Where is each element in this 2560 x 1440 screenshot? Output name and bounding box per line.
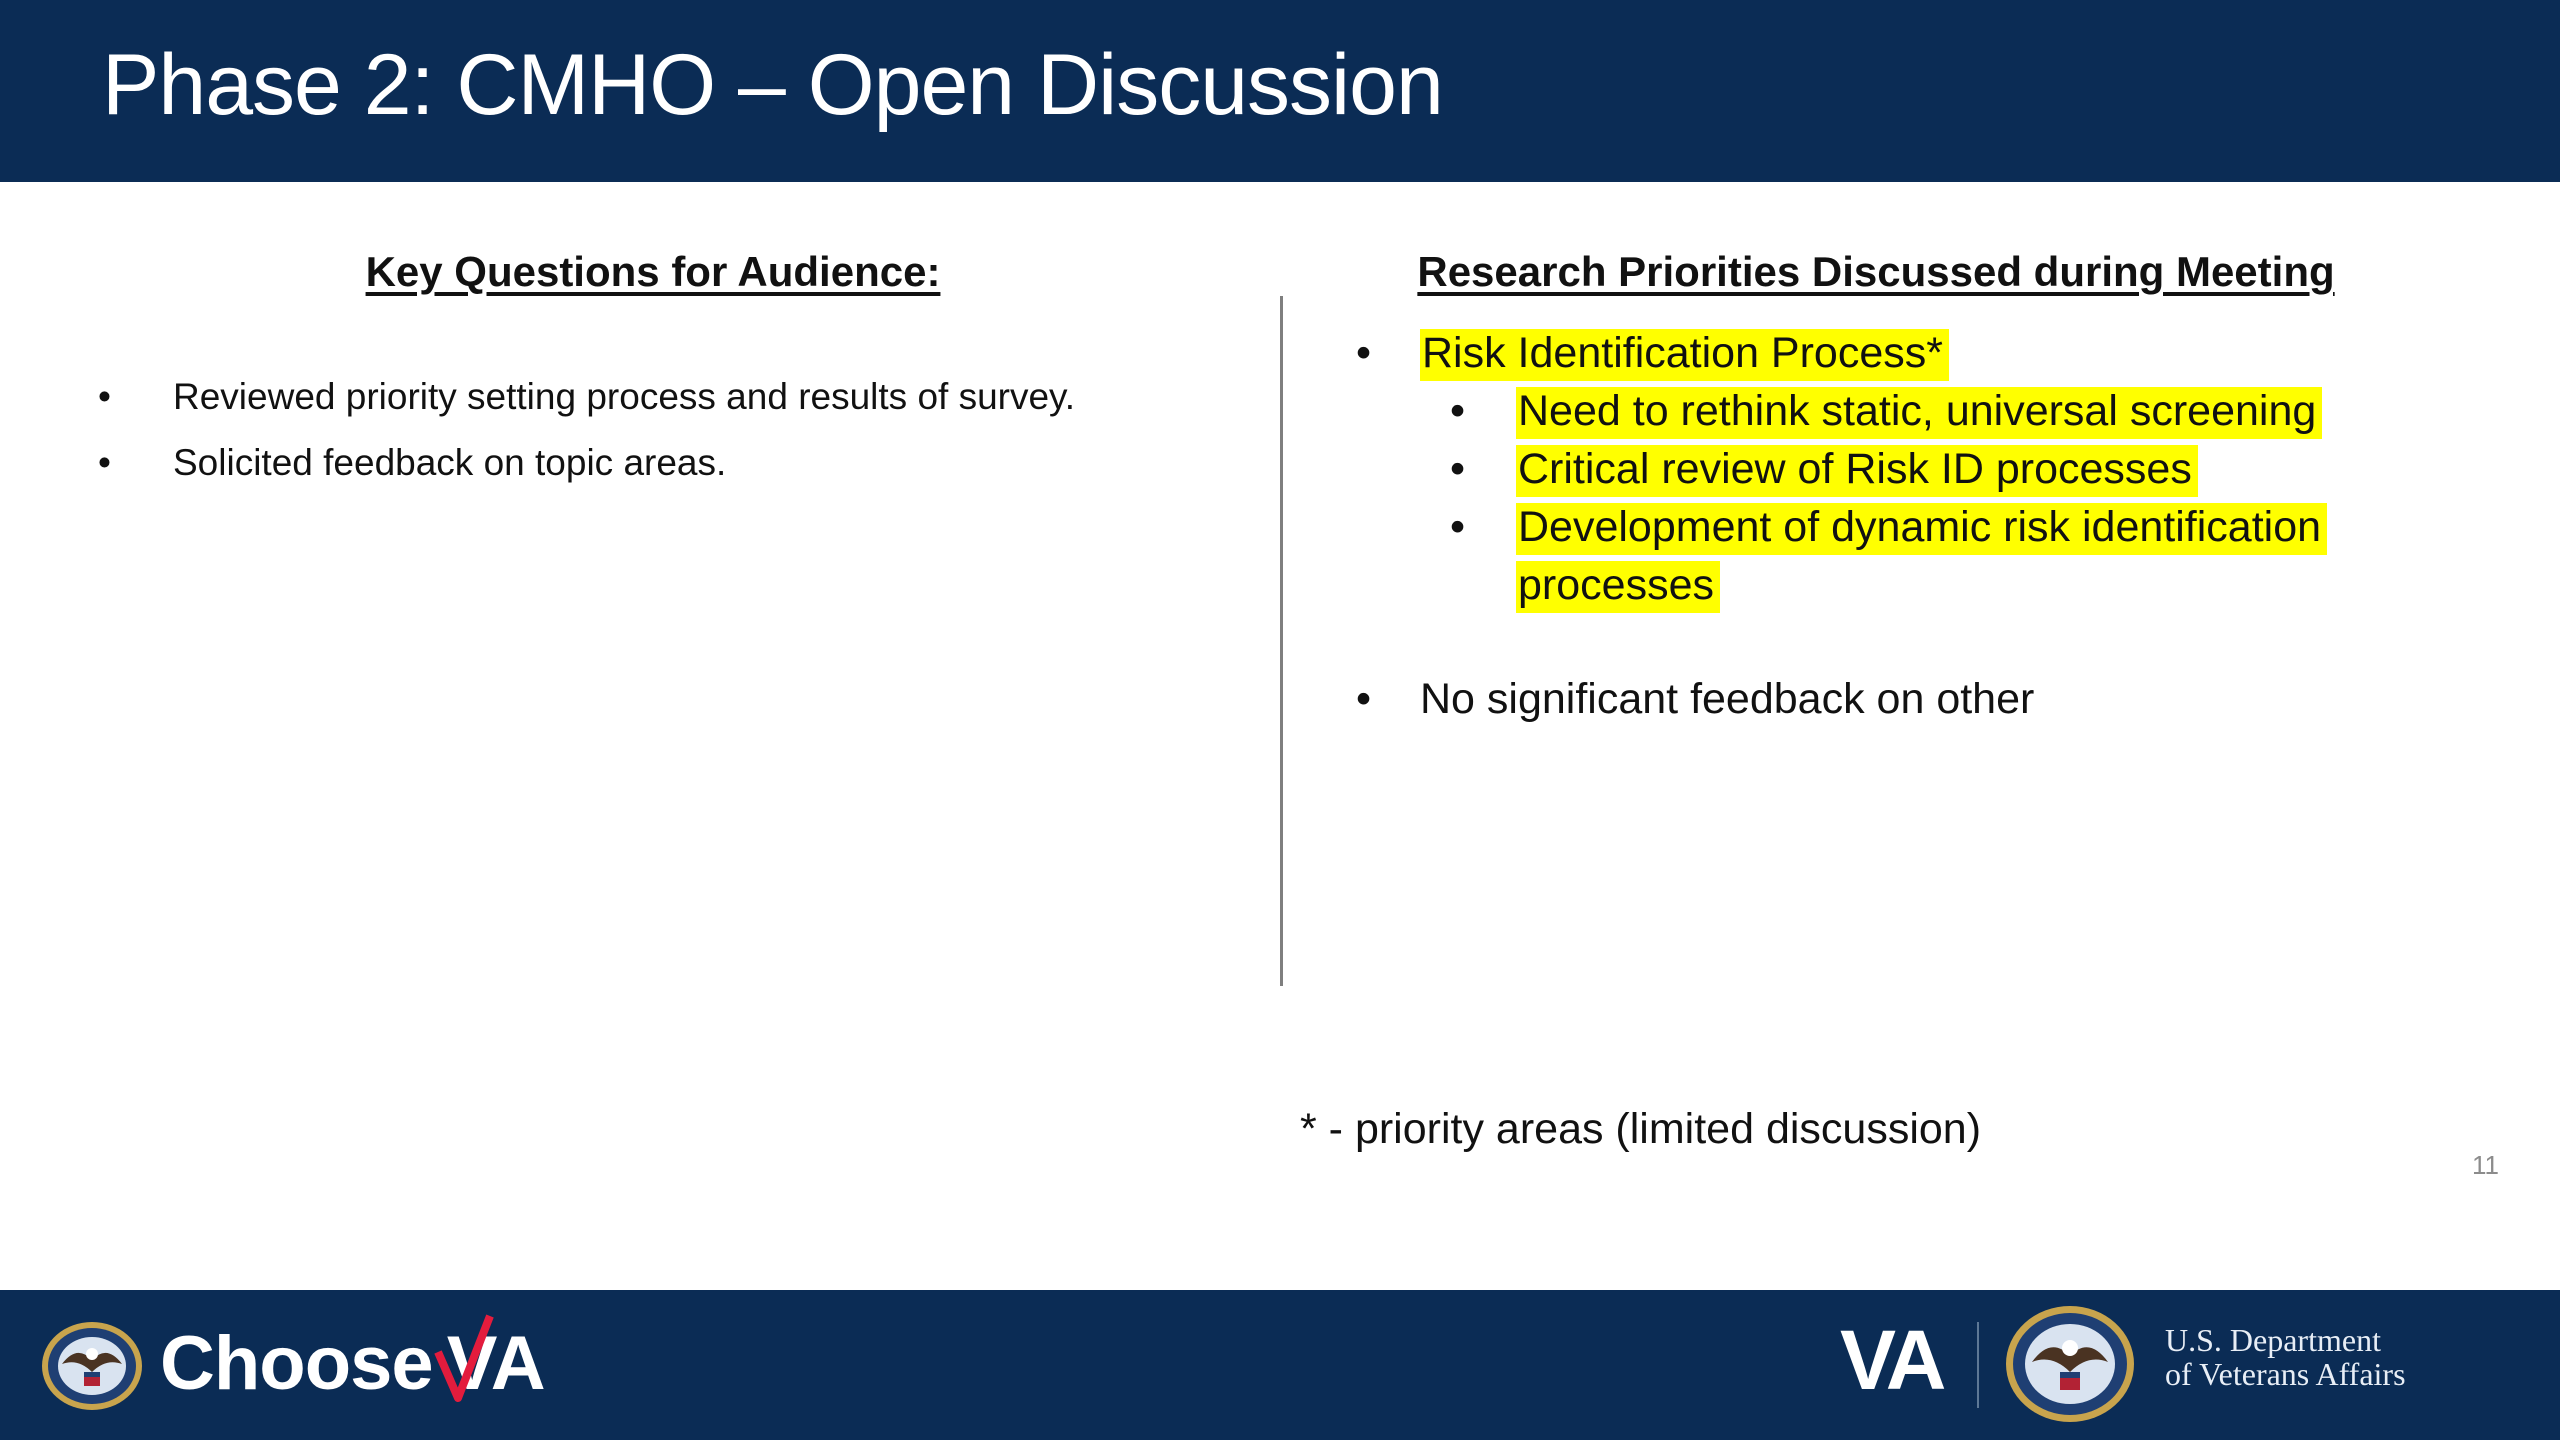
va-logo: VA <box>1840 1313 1943 1407</box>
choose-va-suffix: VA <box>446 1321 545 1406</box>
sub-list-item <box>1420 382 2327 440</box>
footer-bar <box>0 1290 2560 1440</box>
key-questions-list <box>98 364 1075 496</box>
title-bar <box>0 0 2560 182</box>
risk-identification-sublist <box>1420 382 2327 614</box>
right-column-heading: Research Priorities Discussed during Meeting <box>1417 248 2335 295</box>
checkmark-icon <box>434 1312 494 1406</box>
research-priorities-list <box>1356 324 2327 728</box>
va-seal-icon <box>40 1320 144 1412</box>
highlighted-text: Risk Identification Process* <box>1420 329 1949 381</box>
column-divider <box>1280 296 1283 986</box>
highlighted-text-continuation: processes <box>1516 561 1720 613</box>
list-item-other-feedback: • No significant feedback on other <box>1356 670 2327 728</box>
highlighted-text: Need to rethink static, universal screening <box>1516 387 2322 439</box>
footnote: * - priority areas (limited discussion) <box>1300 1105 1982 1153</box>
list-item: • Reviewed priority setting process and results of survey. <box>98 364 1075 430</box>
slide-title: Phase 2: CMHO – Open Discussion <box>102 37 1443 133</box>
list-item: • Solicited feedback on topic areas. <box>98 430 1075 496</box>
footer-separator <box>1977 1322 1979 1408</box>
slide-number: 11 <box>2472 1150 2499 1180</box>
list-item-risk-identification <box>1356 324 2327 614</box>
department-name-line-2: of Veterans Affairs <box>2165 1356 2406 1392</box>
department-seal-icon <box>2004 1304 2136 1424</box>
left-column-heading: Key Questions for Audience: <box>365 248 941 295</box>
sub-list-item <box>1420 440 2327 498</box>
sub-list-item <box>1420 498 2327 614</box>
choose-prefix: Choose <box>160 1321 433 1406</box>
highlighted-text: Critical review of Risk ID processes <box>1516 445 2198 497</box>
department-name-line-1: U.S. Department <box>2165 1322 2381 1358</box>
highlighted-text: Development of dynamic risk identification <box>1516 503 2327 555</box>
